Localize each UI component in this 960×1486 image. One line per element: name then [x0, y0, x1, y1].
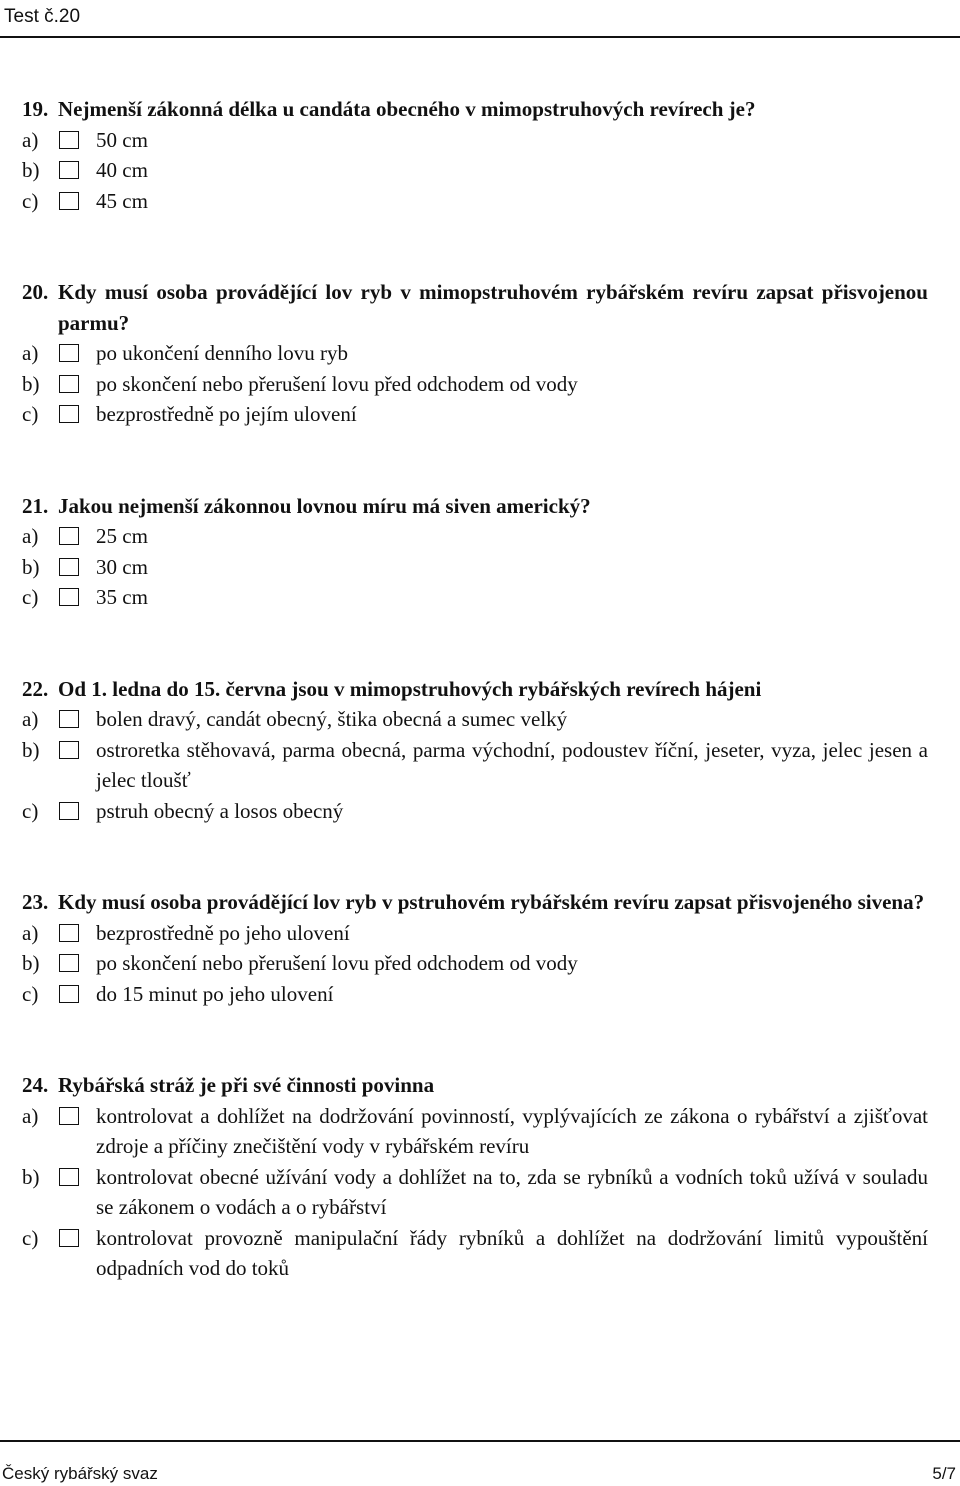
- checkbox-icon[interactable]: [59, 954, 79, 972]
- option-text: ostroretka stěhovavá, parma obecná, parma východní, podoustev říční, jeseter, vyza, jelec jesen a jelec tloušť: [96, 737, 928, 792]
- answer-option-b[interactable]: [22, 552, 928, 583]
- question-text: Jakou nejmenší zákonnou lovnou míru má siven americký?: [58, 493, 591, 518]
- checkbox-icon[interactable]: [59, 710, 79, 728]
- question-title: [22, 887, 928, 918]
- checkbox-icon[interactable]: [59, 405, 79, 423]
- question-text: Kdy musí osoba provádějící lov ryb v mimopstruhovém rybářském revíru zapsat přisvojenou parmu?: [58, 280, 928, 335]
- option-text: bezprostředně po jejím ulovení: [96, 402, 357, 426]
- question-title: [22, 491, 928, 522]
- option-text: bolen dravý, candát obecný, štika obecná a sumec velký: [96, 707, 568, 731]
- option-letter: b): [22, 554, 40, 579]
- option-text: 45 cm: [96, 188, 148, 213]
- checkbox-icon[interactable]: [59, 1229, 79, 1247]
- answer-option-a[interactable]: [22, 1101, 928, 1162]
- answer-option-a[interactable]: [22, 704, 928, 735]
- option-text: pstruh obecný a losos obecný: [96, 798, 344, 823]
- option-letter: c): [22, 981, 39, 1006]
- option-text: po skončení nebo přerušení lovu před odchodem od vody: [96, 951, 578, 975]
- answer-option-b[interactable]: [22, 948, 928, 979]
- checkbox-icon[interactable]: [59, 161, 79, 179]
- question-title: [22, 1070, 928, 1101]
- question-list: [22, 94, 928, 1345]
- checkbox-icon[interactable]: [59, 527, 79, 545]
- question-19: [22, 94, 928, 216]
- option-text: bezprostředně po jeho ulovení: [96, 920, 350, 945]
- option-text: 30 cm: [96, 554, 148, 579]
- option-letter: c): [22, 402, 39, 426]
- checkbox-icon[interactable]: [59, 344, 79, 362]
- checkbox-icon[interactable]: [59, 131, 79, 149]
- option-text: 35 cm: [96, 585, 148, 609]
- option-text: 50 cm: [96, 127, 148, 152]
- option-letter: a): [22, 920, 39, 945]
- option-text: do 15 minut po jeho ulovení: [96, 981, 334, 1006]
- answer-option-a[interactable]: [22, 125, 928, 156]
- question-title: [22, 674, 928, 705]
- question-number: 22.: [22, 676, 49, 701]
- page-number: 5/7: [932, 1464, 956, 1483]
- question-24: [22, 1070, 928, 1284]
- footer-organization: Český rybářský svaz: [2, 1464, 158, 1483]
- answer-option-b[interactable]: [22, 155, 928, 186]
- checkbox-icon[interactable]: [59, 985, 79, 1003]
- question-23: [22, 887, 928, 1009]
- option-letter: a): [22, 524, 39, 548]
- option-text: po skončení nebo přerušení lovu před odchodem od vody: [96, 371, 578, 396]
- page-header-title: Test č.20: [4, 6, 81, 27]
- question-20: [22, 277, 928, 430]
- answer-option-a[interactable]: [22, 521, 928, 552]
- question-text: Od 1. ledna do 15. června jsou v mimopstruhových rybářských revírech hájeni: [58, 676, 762, 701]
- header-divider: [0, 36, 960, 38]
- option-letter: c): [22, 1225, 39, 1250]
- option-letter: b): [22, 737, 40, 762]
- option-letter: b): [22, 158, 40, 182]
- checkbox-icon[interactable]: [59, 192, 79, 210]
- option-letter: b): [22, 951, 40, 975]
- checkbox-icon[interactable]: [59, 924, 79, 942]
- question-number: 23.: [22, 890, 49, 914]
- question-number: 24.: [22, 1073, 49, 1097]
- question-title: [22, 94, 928, 125]
- answer-option-c[interactable]: [22, 582, 928, 613]
- option-letter: b): [22, 1164, 40, 1189]
- question-21: [22, 491, 928, 613]
- option-text: kontrolovat obecné užívání vody a dohlížet na to, zda se rybníků a vodních toků užívá v souladu se zákonem o vodách a o rybářství: [96, 1164, 928, 1219]
- option-letter: a): [22, 1103, 39, 1128]
- checkbox-icon[interactable]: [59, 741, 79, 759]
- option-text: kontrolovat a dohlížet na dodržování povinností, vyplývajících ze zákona o rybářství a zjišťovat zdroje a příčiny znečištění vody v rybářském revíru: [96, 1103, 928, 1158]
- answer-option-b[interactable]: [22, 735, 928, 796]
- option-letter: b): [22, 371, 40, 396]
- answer-option-c[interactable]: [22, 796, 928, 827]
- answer-option-c[interactable]: [22, 1223, 928, 1284]
- checkbox-icon[interactable]: [59, 588, 79, 606]
- checkbox-icon[interactable]: [59, 375, 79, 393]
- option-letter: a): [22, 127, 39, 152]
- answer-option-b[interactable]: [22, 1162, 928, 1223]
- checkbox-icon[interactable]: [59, 802, 79, 820]
- option-text: kontrolovat provozně manipulační řády rybníků a dohlížet na dodržování limitů vypouštění odpadních vod do toků: [96, 1225, 928, 1280]
- question-number: 19.: [22, 97, 49, 121]
- question-number: 20.: [22, 280, 49, 304]
- option-text: 25 cm: [96, 524, 148, 548]
- option-letter: c): [22, 585, 39, 609]
- option-letter: a): [22, 707, 39, 731]
- checkbox-icon[interactable]: [59, 1168, 79, 1186]
- option-letter: a): [22, 341, 39, 365]
- question-text: Kdy musí osoba provádějící lov ryb v pstruhovém rybářském revíru zapsat přisvojeného sivena?: [58, 890, 925, 914]
- question-title: [22, 277, 928, 338]
- footer-divider: [0, 1440, 960, 1442]
- option-text: po ukončení denního lovu ryb: [96, 341, 348, 365]
- option-letter: c): [22, 188, 39, 213]
- question-number: 21.: [22, 493, 49, 518]
- answer-option-a[interactable]: [22, 918, 928, 949]
- question-22: [22, 674, 928, 827]
- answer-option-c[interactable]: [22, 979, 928, 1010]
- answer-option-c[interactable]: [22, 399, 928, 430]
- question-text: Rybářská stráž je při své činnosti povinna: [58, 1073, 435, 1097]
- answer-option-b[interactable]: [22, 369, 928, 400]
- answer-option-a[interactable]: [22, 338, 928, 369]
- question-text: Nejmenší zákonná délka u candáta obecného v mimopstruhových revírech je?: [58, 97, 756, 121]
- answer-option-c[interactable]: [22, 186, 928, 217]
- checkbox-icon[interactable]: [59, 1107, 79, 1125]
- option-text: 40 cm: [96, 158, 148, 182]
- checkbox-icon[interactable]: [59, 558, 79, 576]
- option-letter: c): [22, 798, 39, 823]
